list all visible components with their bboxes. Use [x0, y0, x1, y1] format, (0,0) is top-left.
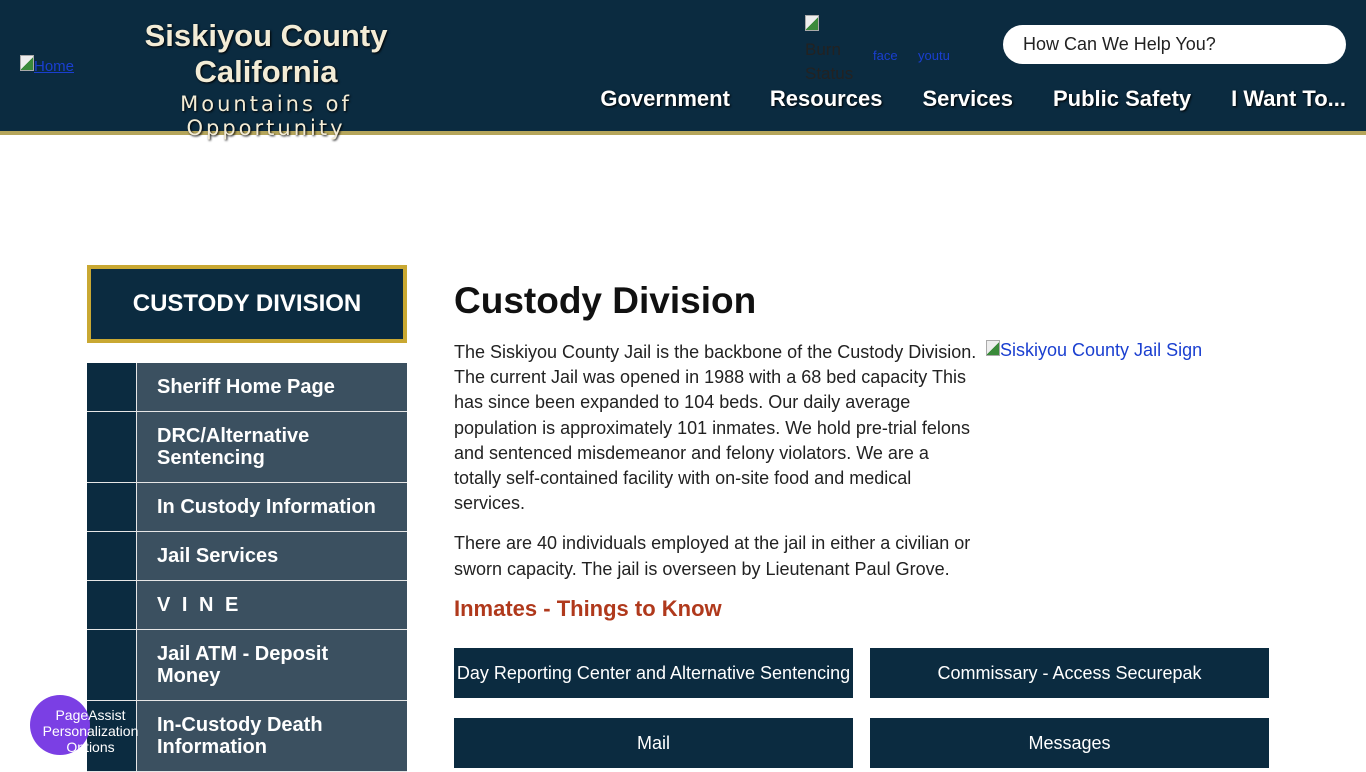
facebook-alt: face	[873, 48, 898, 63]
home-alt: Home	[34, 58, 75, 75]
commissary-button[interactable]: Commissary - Access Securepak	[870, 648, 1269, 698]
broken-image-icon	[986, 340, 1000, 356]
home-logo-link[interactable]	[20, 55, 74, 75]
sidebar-item-label: Sheriff Home Page	[137, 363, 407, 411]
brand-tagline: Mountains of Opportunity	[180, 92, 352, 140]
mail-button[interactable]: Mail	[454, 718, 853, 768]
brand-line2: California	[194, 54, 338, 89]
main-nav	[600, 86, 1346, 112]
sidebar-item-jail-services[interactable]	[87, 532, 407, 581]
sidebar-item-label: Jail Services	[137, 532, 407, 580]
page-assist-label[interactable]: PageAssist Personalization Options	[42, 707, 139, 755]
nav-government[interactable]: Government	[600, 86, 730, 111]
main-content	[454, 340, 979, 597]
broken-image-icon	[20, 55, 34, 71]
staff-paragraph: There are 40 individuals employed at the jail in either a civilian or sworn capacity. The jail is overseen by Lieutenant Paul Grove.	[454, 533, 971, 579]
page-title: Custody Division	[454, 280, 757, 321]
burn-status-label: Burn Status	[805, 40, 854, 83]
facebook-link[interactable]	[873, 36, 913, 66]
sidebar-item-label: DRC/Alternative Sentencing	[137, 412, 407, 482]
sidebar-item-jail-atm[interactable]	[87, 630, 407, 701]
sidebar-title: CUSTODY DIVISION	[87, 265, 407, 343]
intro-paragraph: The Siskiyou County Jail is the backbone of the Custody Division. The current Jail was opened in 1988 with a 68 bed capacity This has since been expanded to 104 beds. Our daily average population is approximately 101 inmates. We hold pre-trial felons and sentenced misdemeanor and felony violators. We are a totally self-contained facility with on-site food and medical services.	[454, 342, 977, 514]
drc-button[interactable]: Day Reporting Center and Alternative Sentencing	[454, 648, 853, 698]
site-header	[0, 0, 1366, 140]
sidebar-item-sheriff-home[interactable]	[87, 363, 407, 412]
sidebar-item-label: Jail ATM - Deposit Money	[137, 630, 407, 700]
messages-button[interactable]: Messages	[870, 718, 1269, 768]
sidebar-item-label: V I N E	[137, 581, 407, 629]
section-heading: Inmates - Things to Know	[454, 596, 722, 621]
sidebar-item-drc[interactable]	[87, 412, 407, 483]
brand-line1: Siskiyou County	[144, 18, 388, 53]
sidebar-item-label: In-Custody Death Information	[137, 701, 407, 771]
sidebar-item-in-custody[interactable]	[87, 483, 407, 532]
sidebar-item-vine[interactable]	[87, 581, 407, 630]
site-brand[interactable]	[100, 18, 432, 140]
burn-status-link[interactable]	[805, 14, 865, 86]
nav-public-safety[interactable]: Public Safety	[1052, 86, 1192, 111]
broken-image-icon	[805, 15, 819, 31]
nav-services[interactable]: Services	[922, 86, 1013, 111]
nav-i-want-to[interactable]: I Want To...	[1231, 86, 1346, 111]
sidebar-item-label: In Custody Information	[137, 483, 407, 531]
youtube-link[interactable]	[918, 36, 958, 66]
search-input[interactable]: How Can We Help You?	[1003, 25, 1346, 64]
jail-sign-alt: Siskiyou County Jail Sign	[1000, 340, 1203, 360]
youtube-alt: youtu	[918, 48, 950, 63]
nav-resources[interactable]: Resources	[769, 86, 883, 111]
jail-sign-image	[986, 340, 1202, 361]
